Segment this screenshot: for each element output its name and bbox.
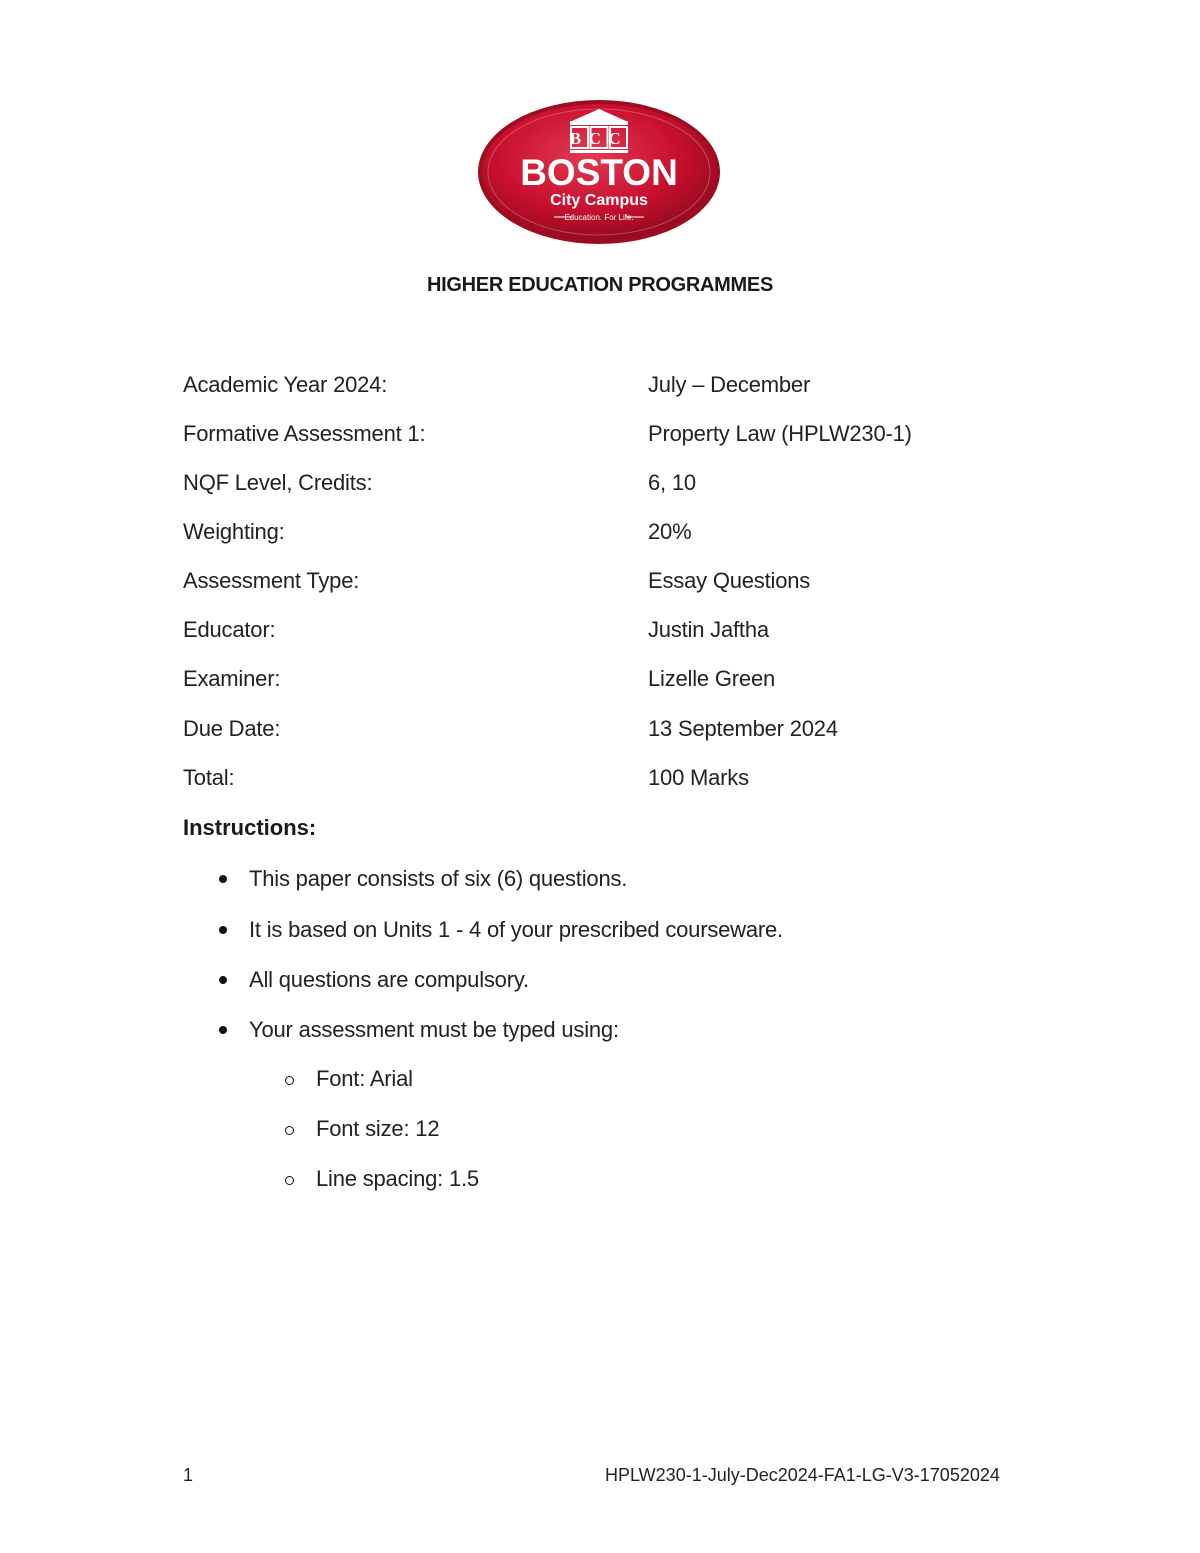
detail-label: Academic Year 2024: (183, 372, 388, 397)
instruction-item: It is based on Units 1 - 4 of your prescribed courseware. (249, 917, 783, 943)
detail-label: Weighting: (183, 519, 285, 544)
logo-emblem (474, 98, 724, 246)
sub-bullet-icon (285, 1176, 294, 1185)
logo-letters: BCC (569, 129, 629, 148)
detail-label: NQF Level, Credits: (183, 470, 373, 495)
footer-document-code: HPLW230-1-July-Dec2024-FA1-LG-V3-17052024 (605, 1465, 1000, 1485)
detail-label: Total: (183, 765, 235, 790)
instructions-heading: Instructions: (183, 815, 317, 840)
instruction-item: Your assessment must be typed using: (249, 1017, 619, 1043)
logo-subtitle: City Campus (550, 192, 648, 209)
bullet-icon (219, 875, 227, 883)
detail-value: Essay Questions (648, 568, 811, 593)
detail-label: Formative Assessment 1: (183, 421, 426, 446)
detail-label: Educator: (183, 617, 276, 642)
instruction-item: This paper consists of six (6) questions. (249, 866, 627, 892)
bullet-icon (219, 1026, 227, 1034)
instruction-sub-item: Line spacing: 1.5 (316, 1166, 479, 1192)
detail-value: 6, 10 (648, 470, 696, 495)
detail-label: Examiner: (183, 666, 281, 691)
bullet-icon (219, 926, 227, 934)
detail-value: Justin Jaftha (648, 617, 769, 642)
detail-value: July – December (648, 372, 811, 397)
bullet-icon (219, 976, 227, 984)
sub-bullet-icon (285, 1076, 294, 1085)
detail-value: Property Law (HPLW230-1) (648, 421, 912, 446)
logo-tagline: Education. For Life. (564, 213, 634, 222)
footer-page-number: 1 (183, 1465, 194, 1485)
detail-value: 20% (648, 519, 692, 544)
detail-value: 13 September 2024 (648, 716, 838, 741)
logo-name: BOSTON (520, 152, 678, 193)
boston-city-campus-logo (474, 98, 724, 246)
detail-label: Due Date: (183, 716, 281, 741)
detail-value: Lizelle Green (648, 666, 776, 691)
sub-bullet-icon (285, 1126, 294, 1135)
instruction-sub-item: Font: Arial (316, 1066, 413, 1092)
instruction-item: All questions are compulsory. (249, 967, 529, 993)
instruction-sub-item: Font size: 12 (316, 1116, 439, 1142)
page-title: HIGHER EDUCATION PROGRAMMES (427, 274, 773, 296)
detail-value: 100 Marks (648, 765, 749, 790)
detail-label: Assessment Type: (183, 568, 360, 593)
